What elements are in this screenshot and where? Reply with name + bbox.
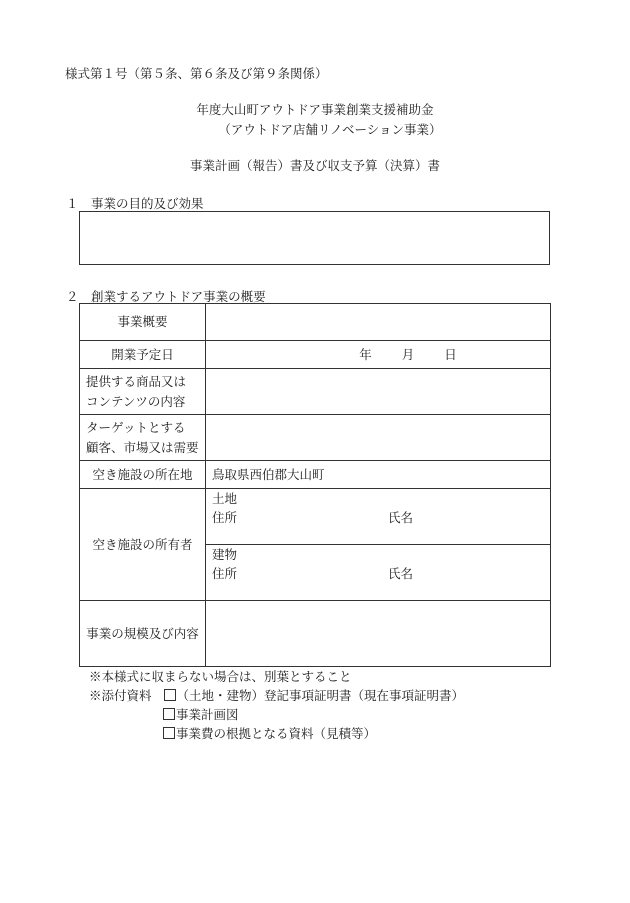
target-label-line-1: ターゲットとする xyxy=(86,420,186,436)
date-month-label: 月 xyxy=(401,346,415,362)
title-line-2: （アウトドア店舗リノベーション事業） xyxy=(218,122,442,137)
target-label xyxy=(80,415,206,461)
section-2-heading: ２ 創業するアウトドア事業の概要 xyxy=(66,289,266,304)
title-line-1: 年度大山町アウトドア事業創業支援補助金 xyxy=(196,102,434,117)
attachments-line xyxy=(89,686,464,704)
building-address-label: 住所 xyxy=(212,566,238,582)
products-field[interactable] xyxy=(206,369,551,415)
purpose-effect-field[interactable] xyxy=(79,211,550,265)
land-name-label: 氏名 xyxy=(388,510,414,526)
land-address-label: 住所 xyxy=(212,510,238,526)
products-label xyxy=(80,369,206,415)
table-row xyxy=(80,601,551,667)
form-number: 様式第１号（第５条、第６条及び第９条関係） xyxy=(65,66,328,81)
attachment-plan: 事業計画図 xyxy=(176,707,239,722)
scale-label: 事業の規模及び内容 xyxy=(80,601,206,667)
owner-label: 空き施設の所有者 xyxy=(80,489,206,601)
plan-checkbox[interactable] xyxy=(163,708,175,720)
attachment-registry: （土地・建物）登記事項証明書（現在事項証明書） xyxy=(176,688,465,703)
attachment-plan-line xyxy=(163,705,239,723)
table-row xyxy=(80,341,551,369)
land-owner-field[interactable] xyxy=(206,489,551,545)
start-date-field[interactable] xyxy=(206,341,551,369)
document-title: 事業計画（報告）書及び収支予算（決算）書 xyxy=(189,158,440,173)
land-title: 土地 xyxy=(212,491,238,506)
table-row xyxy=(80,489,551,545)
scale-field[interactable] xyxy=(206,601,551,667)
target-label-line-2: 顧客、市場又は需要 xyxy=(86,439,199,455)
building-owner-field[interactable] xyxy=(206,545,551,601)
table-row xyxy=(80,415,551,461)
date-day-label: 日 xyxy=(444,346,457,362)
attachments-label: ※添付資料 xyxy=(89,688,152,703)
attachment-estimate-line xyxy=(163,724,376,742)
table-row xyxy=(80,369,551,415)
attachment-estimate: 事業費の根拠となる資料（見積等） xyxy=(176,726,377,741)
table-row xyxy=(80,461,551,489)
products-label-line-2: コンテンツの内容 xyxy=(86,393,186,409)
start-date-label: 開業予定日 xyxy=(80,341,206,369)
building-title: 建物 xyxy=(212,547,238,562)
overview-label: 事業概要 xyxy=(80,304,206,341)
note-separate-sheet: ※本様式に収まらない場合は、別葉とすること xyxy=(89,669,352,684)
section-1-heading: １ 事業の目的及び効果 xyxy=(66,196,204,211)
target-field[interactable] xyxy=(206,415,551,461)
registry-checkbox[interactable] xyxy=(164,689,176,701)
business-overview-table xyxy=(79,303,551,667)
date-year-label: 年 xyxy=(359,346,372,362)
location-value: 鳥取県西伯郡大山町 xyxy=(212,466,325,482)
location-label: 空き施設の所在地 xyxy=(80,461,206,489)
products-label-line-1: 提供する商品又は xyxy=(86,374,187,390)
building-name-label: 氏名 xyxy=(388,566,414,582)
table-row xyxy=(80,304,551,341)
estimate-checkbox[interactable] xyxy=(163,727,175,739)
location-field[interactable] xyxy=(206,461,551,489)
overview-field[interactable] xyxy=(206,304,551,341)
